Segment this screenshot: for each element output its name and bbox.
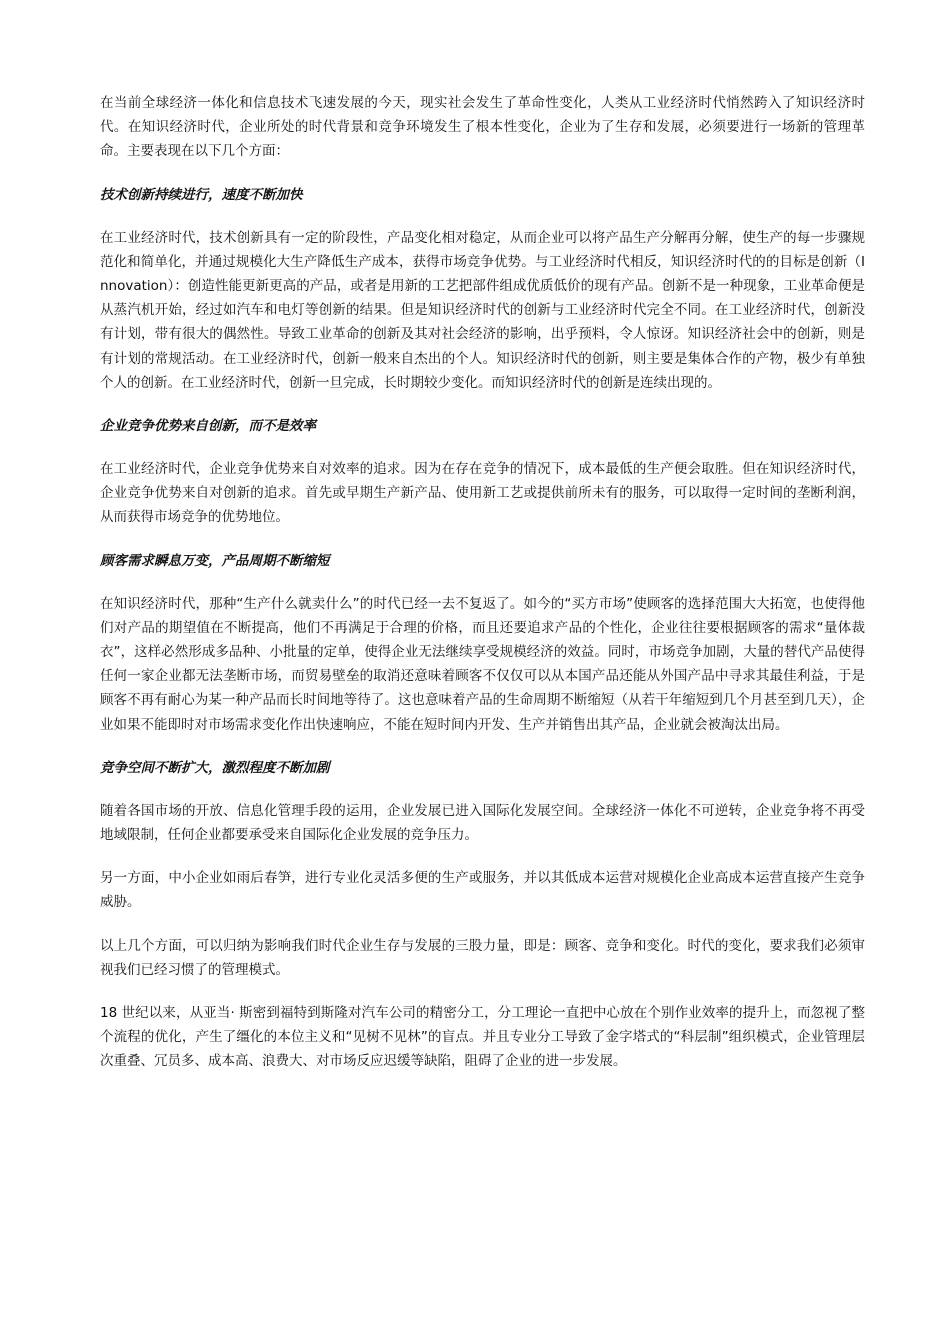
section-body-competition-space-1: 随着各国市场的开放、信息化管理手段的运用，企业发展已进入国际化发展空间。全球经济一体化不可逆转，企业竞争将不再受地域限制，任何企业都要承受来自国际化企业发展的竞争压力。 (100, 802, 865, 844)
section-body-competitive-advantage: 在工业经济时代，企业竞争优势来自对效率的追求。因为在存在竞争的情况下，成本最低的生产便会取胜。但在知识经济时代，企业竞争优势来自对创新的追求。首先或早期生产新产品、使用新工艺或提供前所未有的服务，可以取得一定时间的垄断利润，从而获得市场竞争的优势地位。 (100, 461, 865, 526)
section-heading-competition-space: 竞争空间不断扩大，激烈程度不断加剧 (100, 759, 330, 776)
section-body-tech-innovation: 在工业经济时代，技术创新具有一定的阶段性，产品变化相对稳定，从而企业可以将产品生产分解再分解，使生产的每一步骤规范化和简单化，并通过规模化大生产降低生产成本，获得市场竞争优势。与工业经济时代相反，知识经济时代的的目标是创新（Innovation）：创造性能更新更高的产品，或者是用新的工艺把部件组成优质低价的现有产品。创新不是一种现象，工业革命便是从蒸汽机开始，经过如汽车和电灯等创新的结果。但是知识经济时代的创新与工业经济时代完全不同。在工业经济时代，创新没有计划，带有很大的偶然性。导致工业革命的创新及其对社会经济的影响，出乎预料，令人惊讶。知识经济社会中的创新，则是有计划的常规活动。在工业经济时代，创新一般来自杰出的个人。知识经济时代的创新，则主要是集体合作的产物，极少有单独个人的创新。在工业经济时代，创新一旦完成，长时期较少变化。而知识经济时代的创新是连续出现的。 (100, 229, 865, 391)
section-body-customer-demand: 在知识经济时代，那种“生产什么就卖什么”的时代已经一去不复返了。如今的“买方市场”使顾客的选择范围大大拓宽，也使得他们对产品的期望值在不断提高，他们不再满足于合理的价格，而且还要追求产品的个性化，企业往往要根据顾客的需求“量体裁衣”，这样必然形成多品种、小批量的定单，使得企业无法继续享受规模经济的效益。同时，市场竞争加剧，大量的替代产品使得任何一家企业都无法垄断市场，而贸易壁垒的取消还意味着顾客不仅仅可以从本国产品还能从外国产品中寻求其最佳利益，于是顾客不再有耐心为某一种产品而长时间地等待了。这也意味着产品的生命周期不断缩短（从若干年缩短到几个月甚至到几天），企业如果不能即时对市场需求变化作出快速响应，不能在短时间内开发、生产并销售出其产品，企业就会被淘汰出局。 (100, 595, 865, 733)
intro-paragraph: 在当前全球经济一体化和信息技术飞速发展的今天，现实社会发生了革命性变化，人类从工业经济时代悄然跨入了知识经济时代。在知识经济时代，企业所处的时代背景和竞争环境发生了根本性变化，企业为了生存和发展，必须要进行一场新的管理革命。主要表现在以下几个方面： (100, 95, 865, 160)
document-page (100, 91, 865, 1093)
section-body-competition-space-2: 另一方面，中小企业如雨后春笋，进行专业化灵活多便的生产或服务，并以其低成本运营对规模化企业高成本运营直接产生竞争威胁。 (100, 870, 865, 911)
history-paragraph: 18 世纪以来，从亚当· 斯密到福特到斯隆对汽车公司的精密分工，分工理论一直把中心放在个别作业效率的提升上，而忽视了整个流程的优化，产生了缰化的本位主义和“见树不见林”的盲点。并且专业分工导致了金字塔式的“科层制”组织模式，企业管理层次重叠、冗员多、成本高、浪费大、对市场反应迟缓等缺陷，阻碍了企业的进一步发展。 (100, 1005, 865, 1070)
section-heading-competitive-advantage: 企业竞争优势来自创新，而不是效率 (100, 418, 316, 435)
section-heading-tech-innovation: 技术创新持续进行，速度不断加快 (100, 186, 303, 203)
section-heading-customer-demand: 顾客需求瞬息万变，产品周期不断缩短 (100, 552, 330, 569)
summary-paragraph: 以上几个方面，可以归纳为影响我们时代企业生存与发展的三股力量，即是：顾客、竞争和变化。时代的变化，要求我们必须审视我们已经习惯了的管理模式。 (100, 937, 865, 978)
